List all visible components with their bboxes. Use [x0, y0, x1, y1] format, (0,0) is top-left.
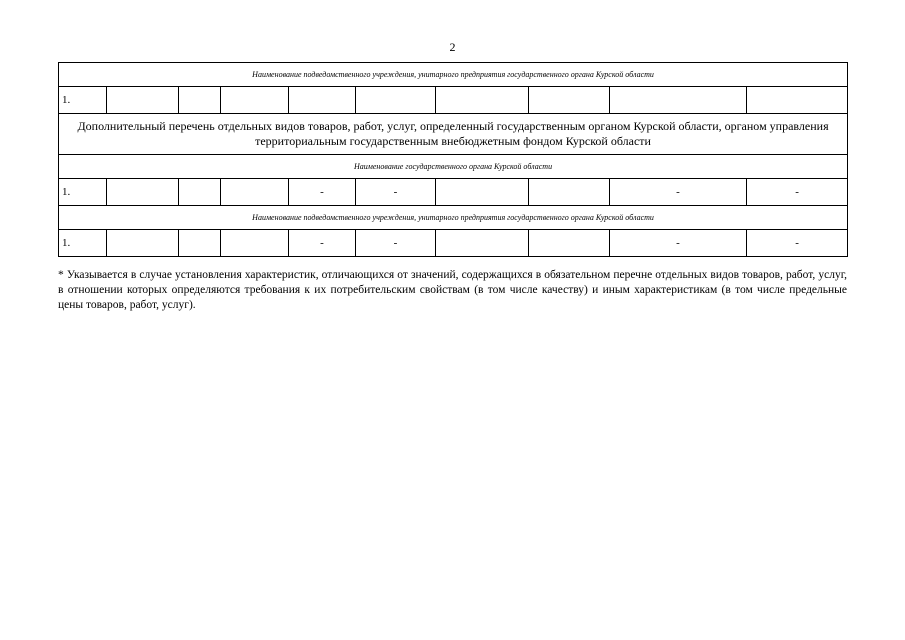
table-cell [179, 230, 221, 257]
table-cell [610, 87, 747, 114]
section3-subheader: Наименование подведомственного учреждения, унитарного предприятия государственного органа Курской области [59, 206, 848, 230]
requirements-table [58, 62, 848, 257]
section1-subheader: Наименование подведомственного учреждения, унитарного предприятия государственного органа Курской области [59, 63, 848, 87]
table-cell [436, 179, 529, 206]
row-number: 1. [59, 179, 107, 206]
table-cell: - [610, 179, 747, 206]
table-cell: - [610, 230, 747, 257]
table-cell [529, 87, 610, 114]
table-cell [747, 87, 848, 114]
table-cell [436, 230, 529, 257]
table-cell [221, 179, 289, 206]
table-cell [289, 87, 356, 114]
table-cell: - [747, 230, 848, 257]
table-cell [221, 230, 289, 257]
table-cell [107, 230, 179, 257]
table-cell: - [289, 230, 356, 257]
row-number: 1. [59, 230, 107, 257]
table-row [59, 179, 848, 206]
footnote [58, 268, 847, 313]
additional-list-header: Дополнительный перечень отдельных видов товаров, работ, услуг, определенный государственным органом Курской области, органом управления территориальным государственным внебюджетным фондом Курской области [59, 114, 848, 155]
page-number: 2 [449, 40, 456, 54]
table-cell [356, 87, 436, 114]
table-cell [107, 179, 179, 206]
table-cell: - [356, 179, 436, 206]
table-cell [529, 230, 610, 257]
table-row [59, 230, 848, 257]
table-cell [436, 87, 529, 114]
table-cell [221, 87, 289, 114]
table-cell [529, 179, 610, 206]
table-row [59, 87, 848, 114]
table-cell: - [356, 230, 436, 257]
table-cell [179, 179, 221, 206]
section2-subheader: Наименование государственного органа Курской области [59, 155, 848, 179]
table-cell [107, 87, 179, 114]
footnote-text: * Указывается в случае установления характеристик, отличающихся от значений, содержащихся в обязательном перечне отдельных видов товаров, работ, услуг, в отношении которых определяются требования к их потребительским свойствам (в том числе качеству) и иным характеристикам (в том числе предельные цены товаров, работ, услуг). [58, 269, 847, 311]
table-cell: - [747, 179, 848, 206]
row-number: 1. [59, 87, 107, 114]
table-cell: - [289, 179, 356, 206]
table-cell [179, 87, 221, 114]
